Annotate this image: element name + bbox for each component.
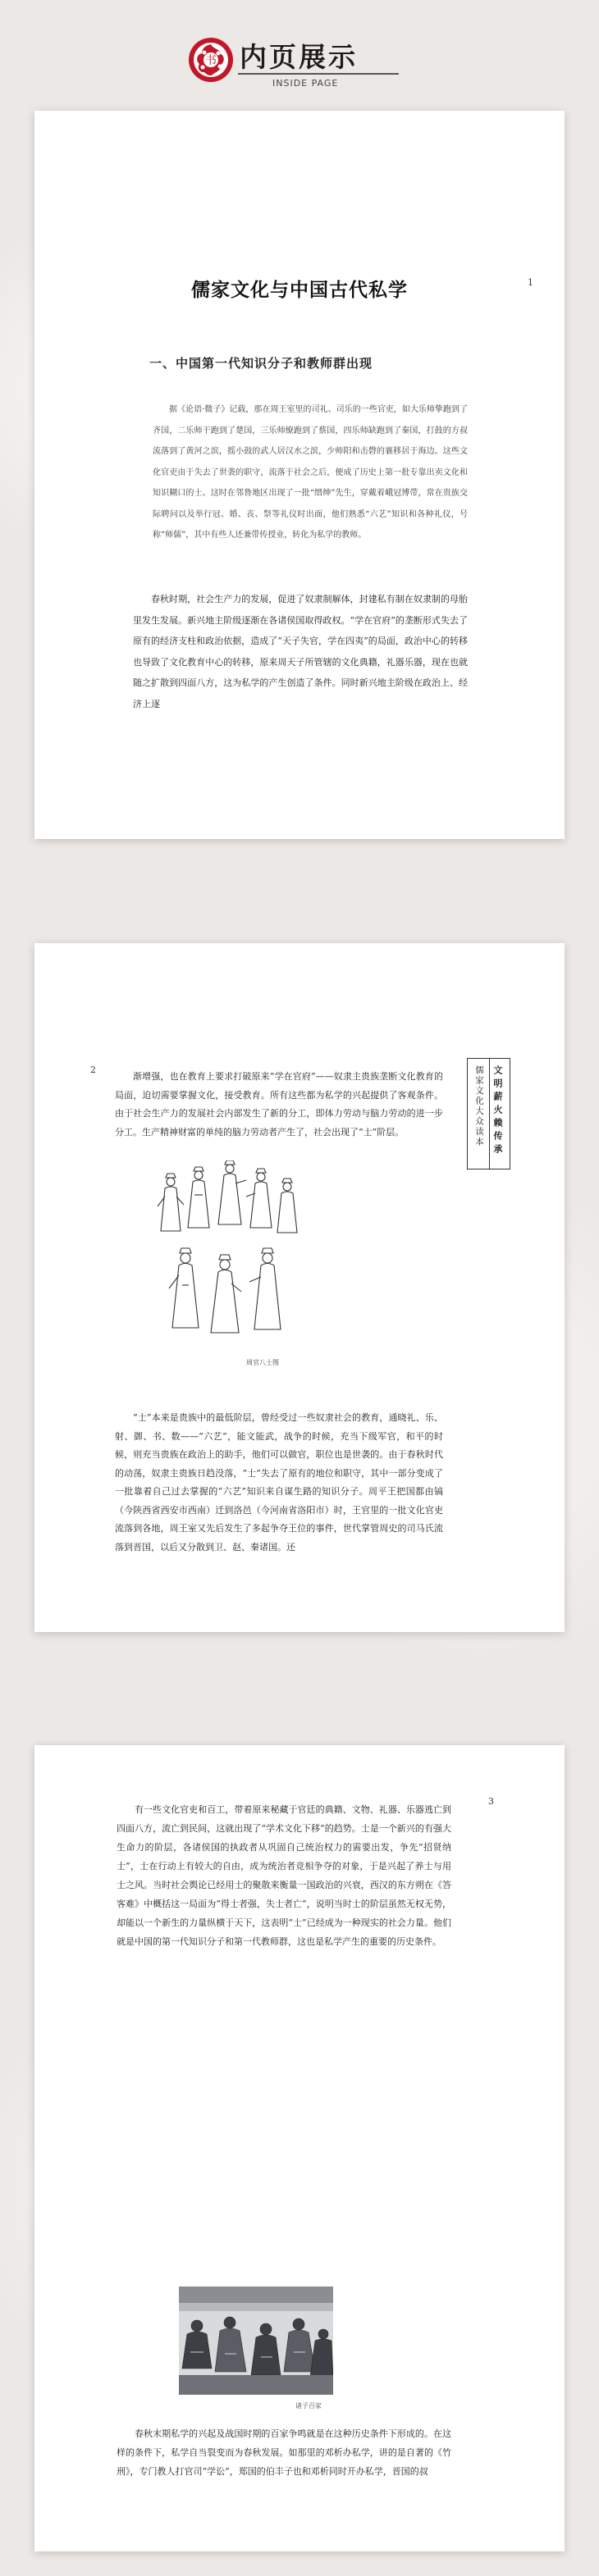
body-paragraph: 渐增强，也在教育上要求打破原来“学在官府”——奴隶主贵族垄断文化教育的局面，迫切需要掌握文化，接受教育。所有这些都为私学的兴起提供了客观条件。由于社会生产力的发展社会内部发生了新的分工，即体力劳动与脑力劳动的进一步分工。生产精神财富的单纯的脑力劳动者产生了，社会出现了“士”阶层。	[115, 1071, 443, 1138]
body-paragraph: “士”本来是贵族中的最低阶层，曾经受过一些奴隶社会的教育，通晓礼、乐、射、御、书、数——“六艺”，能文能武，战争的时候，充当下级军官，和平的时候，则充当贵族在政治上的助手，他们可以做官，职位也是世袭的。由于春秋时代的动荡，奴隶主贵族日趋没落，“士”失去了原有的地位和职守，其中一部分变成了一批靠着自己过去掌握的“六艺”知识来自谋生路的知识分子。周平王把国都由镐（今陕西省西安市西南）迁到洛邑（今河南省洛阳市）时，王官里的一批文化官吏流落到各地，周王室又先后发生了多起争夺王位的事件，世代掌管周史的司马氏流落到晋国，以后又分散到卫、赵、秦诸国。还	[115, 1412, 443, 1552]
running-header-divider	[489, 1059, 490, 1169]
section-subheading: INSIDE PAGE	[272, 78, 339, 89]
body-paragraph: 有一些文化官吏和百工，带着原来秘藏于官廷的典籍、文物、礼器、乐器逃亡到四面八方，流亡到民间，这就出现了“学术文化下移”的趋势。士是一个新兴的有强大生命力的阶层，各诸侯国的执政者从巩固自己统治权力的需要出发，争先“招贤纳士”，士在行动上有较大的自由，成为统治者竞相争夺的对象，于是兴起了养士与用士之风。当时社会舆论已经用士的聚散来衡量一国政治的兴衰，西汉的东方朔在《答客难》中概括这一局面为“得士者强，失士者亡”，说明当时士的阶层虽然无权无势，却能以一个新生的力量纵横于天下，这表明“士”已经成为一种现实的社会力量。他们就是中国的第一代知识分子和第一代教师群，这也是私学产生的重要的历史条件。	[117, 1804, 451, 1947]
page-number: 2	[90, 1065, 96, 1075]
book-page-2	[34, 943, 565, 1632]
page-number: 3	[488, 1796, 494, 1807]
hundred-schools-illustration	[179, 2286, 333, 2395]
section-heading: 内页展示	[240, 41, 358, 73]
seal-glyph: 书	[205, 54, 217, 67]
quote-paragraph: 据《论语·微子》记载，那在周王室里的司礼、司乐的一些官吏，如大乐师挚跑到了齐国，二乐师干跑到了楚国，三乐师缭跑到了蔡国，四乐师缺跑到了秦国，打鼓的方叔流落到了黄河之滨，摇小鼓的武人居汉水之滨，少师阳和击磬的襄移居于海边。这些文化官吏由于失去了世袭的职守，流落于社会之后，便成了历史上第一批专靠出卖文化和知识糊口的士。这时在邻鲁地区出现了一批“缙绅”先生，穿戴着峨冠博带，常在贵族交际聘问以及举行冠、婚、丧、祭等礼仪时出面，他们熟悉“六艺”知识和各种礼仪，号称“师儒”，其中有些人还兼带传授业，转化为私学的教师。	[153, 405, 468, 540]
figure-caption: 周官八士图	[246, 1359, 279, 1366]
figure-caption: 诸子百家	[295, 2402, 322, 2410]
scholars-illustration	[148, 1160, 312, 1349]
page-header	[0, 0, 599, 98]
series-title: 文明薪火赖传承	[492, 1065, 503, 1157]
running-header-box	[467, 1058, 510, 1169]
body-paragraph: 春秋时期，社会生产力的发展，促进了奴隶制解体，封建私有制在奴隶制的母胎里发生发展。新兴地主阶级逐渐在各诸侯国取得政权。“学在官府”的垄断形式失去了原有的经济支柱和政治依据，造成了“天子失官，学在四夷”的局面，政治中心的转移也导致了文化教育中心的转移，原来周天子所管辖的文化典籍，礼器乐器，现在也就随之扩散到四面八方，这为私学的产生创造了条件。同时新兴地主阶级在政治上、经济上逐	[133, 594, 468, 709]
book-page-3	[34, 1745, 565, 2551]
page-number: 1	[528, 277, 533, 288]
book-title: 儒家文化大众读本	[474, 1065, 484, 1147]
section-title: 一、中国第一代知识分子和教师群出现	[149, 356, 373, 371]
book-page-1	[34, 111, 565, 839]
body-paragraph: 春秋末期私学的兴起及战国时期的百家争鸣就是在这种历史条件下形成的。在这样的条件下，私学自当裂变而为春秋发展。如那里的邓析办私学，讲的是自著的《竹刑》，专门教人打官司“学讼”，郑国的伯丰子也和邓析同时开办私学，晋国的叔	[117, 2428, 451, 2477]
chapter-title: 儒家文化与中国古代私学	[191, 279, 408, 301]
heading-underline	[238, 73, 399, 75]
red-floral-seal-icon	[187, 36, 235, 84]
